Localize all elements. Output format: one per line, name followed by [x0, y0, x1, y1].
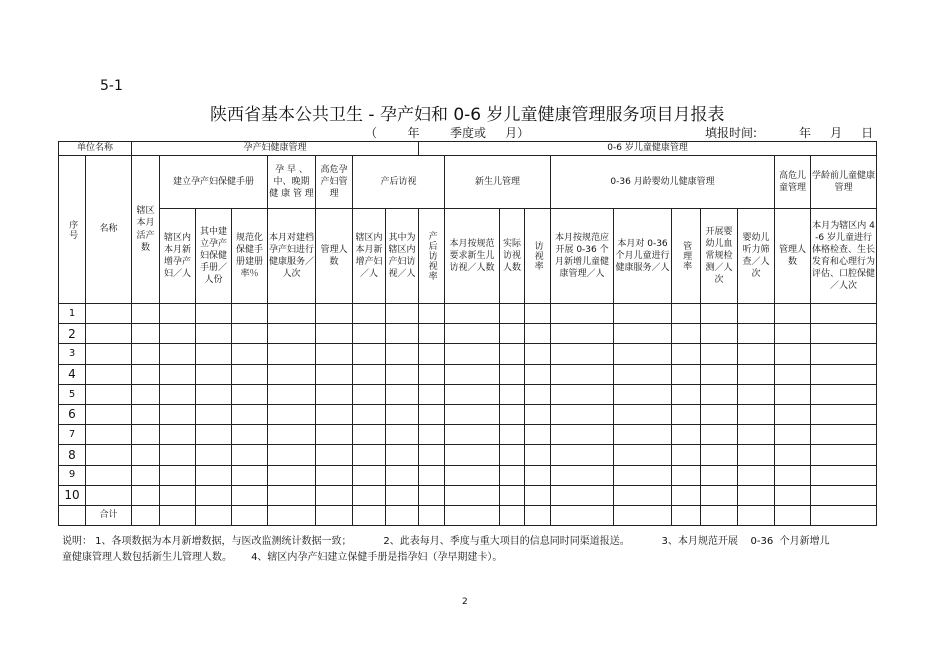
sub-header: 其中建立孕产妇保健手册／人份 [196, 209, 232, 304]
data-cell[interactable] [551, 344, 614, 364]
total-cell[interactable] [232, 505, 268, 525]
data-cell[interactable] [196, 445, 232, 465]
data-cell[interactable] [419, 364, 445, 384]
sub-header: 辖区内本月新增孕产妇／人 [160, 209, 196, 304]
fill-time: 填报时间: 年 月 日 [705, 126, 874, 140]
data-cell[interactable] [196, 404, 232, 424]
data-cell[interactable] [353, 344, 386, 364]
data-cell[interactable] [268, 384, 316, 404]
data-cell[interactable] [268, 304, 316, 324]
data-cell[interactable] [419, 465, 445, 485]
data-cell[interactable] [811, 485, 877, 505]
row-number: 3 [59, 344, 86, 364]
data-cell[interactable] [353, 324, 386, 344]
sub-header: 管理人数 [316, 209, 353, 304]
newborn-header: 新生儿管理 [445, 156, 551, 209]
sub-header: 管理人数 [775, 209, 811, 304]
total-cell[interactable] [160, 505, 196, 525]
data-cell[interactable] [811, 384, 877, 404]
data-cell[interactable] [672, 465, 701, 485]
sub-header: 规范化保健手册建册率％ [232, 209, 268, 304]
data-cell[interactable] [811, 445, 877, 465]
unit-name-header: 单位名称 [59, 142, 132, 156]
data-cell[interactable] [614, 485, 672, 505]
data-cell[interactable] [386, 384, 419, 404]
data-cell[interactable] [232, 384, 268, 404]
data-cell[interactable] [132, 425, 160, 445]
data-cell[interactable] [525, 324, 551, 344]
data-cell[interactable] [196, 384, 232, 404]
total-cell[interactable] [811, 505, 877, 525]
data-cell[interactable] [386, 465, 419, 485]
data-cell[interactable] [525, 344, 551, 364]
data-cell[interactable] [419, 324, 445, 344]
data-cell[interactable] [445, 404, 500, 424]
row-number: 10 [59, 485, 86, 505]
page-title: 陕西省基本公共卫生 - 孕产妇和 0-6 岁儿童健康管理服务项目月报表 [210, 105, 725, 125]
form-code: 5-1 [100, 78, 123, 94]
sub-header: 婴幼儿听力筛查／人次 [738, 209, 775, 304]
data-cell[interactable] [232, 404, 268, 424]
data-cell[interactable] [268, 324, 316, 344]
data-cell[interactable] [160, 384, 196, 404]
data-cell[interactable] [551, 304, 614, 324]
sub-header: 本月按规范应开展 0-36 个月新增儿童健康管理／人 [551, 209, 614, 304]
total-cell[interactable] [701, 505, 738, 525]
data-cell[interactable] [701, 404, 738, 424]
data-cell[interactable] [132, 404, 160, 424]
data-cell[interactable] [196, 304, 232, 324]
row-number: 2 [59, 324, 86, 344]
data-cell[interactable] [268, 465, 316, 485]
data-cell[interactable] [353, 404, 386, 424]
data-cell[interactable] [86, 425, 132, 445]
booklet-header: 建立孕产妇保健手册 [160, 156, 268, 209]
data-cell[interactable] [419, 384, 445, 404]
data-cell[interactable] [86, 324, 132, 344]
data-cell[interactable] [445, 324, 500, 344]
data-cell[interactable] [500, 344, 525, 364]
data-cell[interactable] [353, 384, 386, 404]
data-cell[interactable] [386, 344, 419, 364]
data-cell[interactable] [86, 465, 132, 485]
data-cell[interactable] [701, 465, 738, 485]
births-header: 辖区本月活产数 [132, 156, 160, 304]
data-cell[interactable] [811, 425, 877, 445]
name-header: 名称 [86, 156, 132, 304]
data-cell[interactable] [445, 425, 500, 445]
data-cell[interactable] [614, 425, 672, 445]
data-cell[interactable] [386, 364, 419, 384]
data-cell[interactable] [232, 445, 268, 465]
data-cell[interactable] [738, 465, 775, 485]
data-cell[interactable] [775, 445, 811, 465]
data-cell[interactable] [268, 364, 316, 384]
sub-header: 本月为辖区内 4-6 岁儿童进行体格检查、生长发育和心理行为评估、口腔保健／人次 [811, 209, 877, 304]
data-cell[interactable] [672, 384, 701, 404]
data-cell[interactable] [775, 324, 811, 344]
data-cell[interactable] [86, 344, 132, 364]
data-cell[interactable] [232, 324, 268, 344]
data-cell[interactable] [316, 485, 353, 505]
data-cell[interactable] [196, 364, 232, 384]
total-cell[interactable] [775, 505, 811, 525]
data-cell[interactable] [525, 485, 551, 505]
data-cell[interactable] [672, 485, 701, 505]
sub-header: 管理率 [672, 209, 701, 304]
data-cell[interactable] [445, 304, 500, 324]
data-cell[interactable] [316, 384, 353, 404]
data-cell[interactable] [419, 485, 445, 505]
data-cell[interactable] [316, 445, 353, 465]
data-cell[interactable] [386, 324, 419, 344]
data-cell[interactable] [386, 445, 419, 465]
data-cell[interactable] [196, 485, 232, 505]
data-cell[interactable] [268, 425, 316, 445]
data-cell[interactable] [132, 465, 160, 485]
row-number: 1 [59, 304, 86, 324]
data-cell[interactable] [738, 425, 775, 445]
data-cell[interactable] [500, 485, 525, 505]
data-cell[interactable] [86, 364, 132, 384]
data-cell[interactable] [775, 384, 811, 404]
data-cell[interactable] [160, 425, 196, 445]
sub-header: 产后访视率 [419, 209, 445, 304]
data-cell[interactable] [738, 445, 775, 465]
data-cell[interactable] [551, 384, 614, 404]
data-cell[interactable] [551, 364, 614, 384]
data-cell[interactable] [775, 404, 811, 424]
data-cell[interactable] [701, 304, 738, 324]
data-cell[interactable] [232, 364, 268, 384]
table-row [59, 404, 877, 424]
data-cell[interactable] [316, 304, 353, 324]
data-cell[interactable] [811, 344, 877, 364]
data-cell[interactable] [86, 445, 132, 465]
data-cell[interactable] [268, 445, 316, 465]
data-cell[interactable] [445, 445, 500, 465]
data-cell[interactable] [701, 344, 738, 364]
page-number: 2 [462, 597, 468, 607]
total-cell[interactable] [551, 505, 614, 525]
total-cell[interactable] [386, 505, 419, 525]
data-cell[interactable] [551, 485, 614, 505]
data-cell[interactable] [419, 344, 445, 364]
data-cell[interactable] [775, 344, 811, 364]
data-cell[interactable] [419, 445, 445, 465]
data-cell[interactable] [132, 445, 160, 465]
data-cell[interactable] [551, 404, 614, 424]
maternal-header: 孕产妇健康管理 [132, 142, 419, 156]
data-cell[interactable] [525, 304, 551, 324]
child-header: 0-6 岁儿童健康管理 [419, 142, 877, 156]
notes: 说明： 1、各项数据为本月新增数据，与医改监测统计数据一致； 2、此表每月、季度与重大项目的信息同时同渠道报送。 3、本月规范开展 0-36 个月新增儿 童健康管理人数包括新生儿管理人数。 4、辖区内孕产妇建立保健手册是指孕妇（孕早期建卡）。 [62, 536, 830, 563]
sub-header: 辖区内本月新增产妇／人 [353, 209, 386, 304]
data-cell[interactable] [353, 485, 386, 505]
data-cell[interactable] [738, 404, 775, 424]
data-cell[interactable] [160, 465, 196, 485]
data-cell[interactable] [86, 384, 132, 404]
data-cell[interactable] [614, 384, 672, 404]
data-cell[interactable] [132, 384, 160, 404]
data-cell[interactable] [386, 304, 419, 324]
sub-header: 开展婴幼儿血常规检测／人次 [701, 209, 738, 304]
report-period: （ 年 季度或 月） [365, 126, 530, 140]
data-cell[interactable] [419, 304, 445, 324]
sub-header: 本月对建档孕产妇进行健康服务／人次 [268, 209, 316, 304]
data-cell[interactable] [500, 425, 525, 445]
data-cell[interactable] [614, 304, 672, 324]
data-cell[interactable] [445, 364, 500, 384]
data-cell[interactable] [316, 344, 353, 364]
data-cell[interactable] [551, 445, 614, 465]
data-cell[interactable] [525, 404, 551, 424]
total-cell[interactable] [445, 505, 500, 525]
infant-header: 0-36 月龄婴幼儿健康管理 [551, 156, 775, 209]
data-cell[interactable] [196, 465, 232, 485]
data-cell[interactable] [86, 304, 132, 324]
total-cell[interactable] [525, 505, 551, 525]
high-risk-child-header: 高危儿童管理 [775, 156, 811, 209]
data-cell[interactable] [232, 304, 268, 324]
data-cell[interactable] [775, 304, 811, 324]
data-cell[interactable] [419, 404, 445, 424]
data-cell[interactable] [811, 465, 877, 485]
table-row [59, 465, 877, 485]
data-cell[interactable] [196, 344, 232, 364]
data-cell[interactable] [86, 404, 132, 424]
data-cell[interactable] [500, 304, 525, 324]
sub-header: 访视率 [525, 209, 551, 304]
data-cell[interactable] [196, 324, 232, 344]
data-cell[interactable] [316, 364, 353, 384]
report-table [58, 141, 877, 526]
data-cell[interactable] [353, 445, 386, 465]
total-cell[interactable] [316, 505, 353, 525]
total-cell[interactable] [419, 505, 445, 525]
row-number: 7 [59, 425, 86, 445]
data-cell[interactable] [419, 425, 445, 445]
data-cell[interactable] [775, 485, 811, 505]
data-cell[interactable] [160, 324, 196, 344]
row-number: 5 [59, 384, 86, 404]
table-row [59, 384, 877, 404]
data-cell[interactable] [160, 404, 196, 424]
data-cell[interactable] [738, 364, 775, 384]
data-cell[interactable] [386, 425, 419, 445]
data-cell[interactable] [445, 485, 500, 505]
table-row [59, 304, 877, 324]
data-cell[interactable] [316, 465, 353, 485]
data-cell[interactable] [500, 465, 525, 485]
preschool-header: 学龄前儿童健康管理 [811, 156, 877, 209]
data-cell[interactable] [525, 465, 551, 485]
data-cell[interactable] [525, 364, 551, 384]
data-cell[interactable] [738, 344, 775, 364]
data-cell[interactable] [232, 344, 268, 364]
data-cell[interactable] [132, 304, 160, 324]
data-cell[interactable] [672, 425, 701, 445]
total-cell[interactable] [672, 505, 701, 525]
data-cell[interactable] [811, 304, 877, 324]
data-cell[interactable] [701, 384, 738, 404]
data-cell[interactable] [353, 364, 386, 384]
data-cell[interactable] [701, 425, 738, 445]
data-cell[interactable] [445, 465, 500, 485]
data-cell[interactable] [701, 485, 738, 505]
data-cell[interactable] [672, 324, 701, 344]
table-row [59, 364, 877, 384]
row-number: 8 [59, 445, 86, 465]
data-cell[interactable] [353, 304, 386, 324]
data-cell[interactable] [268, 404, 316, 424]
data-cell[interactable] [614, 465, 672, 485]
data-cell[interactable] [701, 324, 738, 344]
sub-header: 本月按规范要求新生儿访视／人数 [445, 209, 500, 304]
data-cell[interactable] [86, 485, 132, 505]
total-cell[interactable] [268, 505, 316, 525]
data-cell[interactable] [701, 445, 738, 465]
total-cell[interactable] [196, 505, 232, 525]
data-cell[interactable] [614, 344, 672, 364]
data-cell[interactable] [160, 304, 196, 324]
data-cell[interactable] [672, 364, 701, 384]
data-cell[interactable] [525, 425, 551, 445]
data-cell[interactable] [672, 344, 701, 364]
data-cell[interactable] [672, 404, 701, 424]
data-cell[interactable] [445, 344, 500, 364]
sub-header: 其中为辖区内产妇访视／人 [386, 209, 419, 304]
row-number: 6 [59, 404, 86, 424]
total-cell[interactable] [353, 505, 386, 525]
total-seq-cell [59, 505, 86, 525]
data-cell[interactable] [132, 364, 160, 384]
data-cell[interactable] [775, 465, 811, 485]
data-cell[interactable] [551, 324, 614, 344]
data-cell[interactable] [551, 465, 614, 485]
sub-header: 本月对 0-36 个月儿童进行健康服务／人 [614, 209, 672, 304]
data-cell[interactable] [614, 324, 672, 344]
total-cell[interactable] [614, 505, 672, 525]
total-label: 合计 [86, 505, 132, 525]
data-cell[interactable] [196, 425, 232, 445]
data-cell[interactable] [500, 384, 525, 404]
row-number: 9 [59, 465, 86, 485]
pregnancy-header: 孕 早 、 中、晚期 健 康 管 理 [268, 156, 316, 209]
data-cell[interactable] [738, 304, 775, 324]
data-cell[interactable] [268, 344, 316, 364]
data-cell[interactable] [701, 364, 738, 384]
total-cell[interactable] [132, 505, 160, 525]
data-cell[interactable] [738, 485, 775, 505]
data-cell[interactable] [775, 425, 811, 445]
data-cell[interactable] [132, 485, 160, 505]
row-number: 4 [59, 364, 86, 384]
data-cell[interactable] [160, 364, 196, 384]
data-cell[interactable] [551, 425, 614, 445]
data-cell[interactable] [160, 344, 196, 364]
data-cell[interactable] [614, 445, 672, 465]
sub-header: 实际访视人数 [500, 209, 525, 304]
total-cell[interactable] [500, 505, 525, 525]
data-cell[interactable] [232, 465, 268, 485]
seq-header: 序号 [59, 156, 86, 304]
total-cell[interactable] [738, 505, 775, 525]
data-cell[interactable] [316, 404, 353, 424]
data-cell[interactable] [232, 425, 268, 445]
data-cell[interactable] [811, 364, 877, 384]
table-row [59, 324, 877, 344]
data-cell[interactable] [614, 404, 672, 424]
table-row [59, 485, 877, 505]
data-cell[interactable] [353, 425, 386, 445]
data-cell[interactable] [811, 404, 877, 424]
data-cell[interactable] [525, 384, 551, 404]
high-risk-maternal-header: 高危孕产妇管理 [316, 156, 353, 209]
data-cell[interactable] [353, 465, 386, 485]
data-cell[interactable] [672, 445, 701, 465]
data-cell[interactable] [525, 445, 551, 465]
data-cell[interactable] [132, 344, 160, 364]
data-cell[interactable] [316, 425, 353, 445]
data-cell[interactable] [500, 364, 525, 384]
data-cell[interactable] [386, 485, 419, 505]
postpartum-header: 产后访视 [353, 156, 445, 209]
data-cell[interactable] [500, 404, 525, 424]
data-cell[interactable] [386, 404, 419, 424]
data-cell[interactable] [316, 324, 353, 344]
table-row [59, 445, 877, 465]
data-cell[interactable] [160, 445, 196, 465]
data-cell[interactable] [500, 445, 525, 465]
data-cell[interactable] [268, 485, 316, 505]
table-row [59, 425, 877, 445]
data-cell[interactable] [500, 324, 525, 344]
data-cell[interactable] [672, 304, 701, 324]
data-cell[interactable] [160, 485, 196, 505]
table-row [59, 344, 877, 364]
data-cell[interactable] [232, 485, 268, 505]
data-cell[interactable] [811, 324, 877, 344]
data-cell[interactable] [738, 324, 775, 344]
data-cell[interactable] [445, 384, 500, 404]
data-cell[interactable] [738, 384, 775, 404]
data-cell[interactable] [614, 364, 672, 384]
data-cell[interactable] [132, 324, 160, 344]
data-cell[interactable] [775, 364, 811, 384]
